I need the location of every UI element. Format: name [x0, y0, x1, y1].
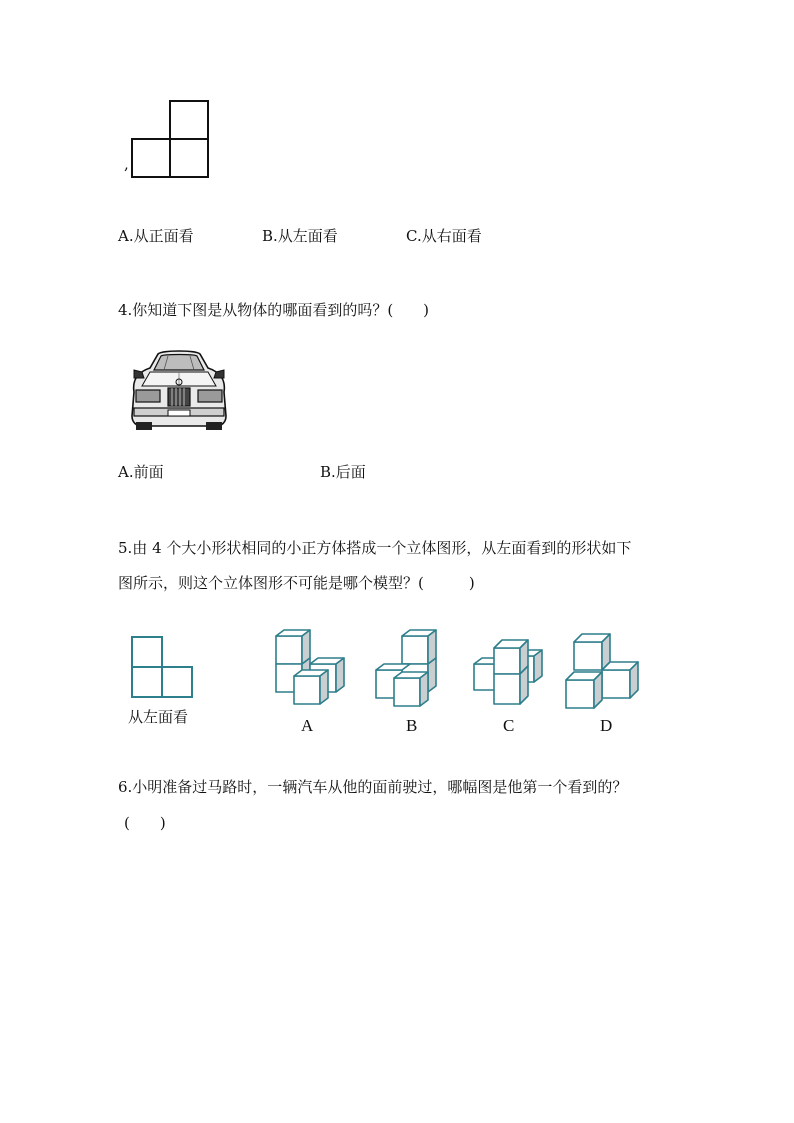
q5-left-view-caption: 从左面看: [128, 709, 189, 726]
q4-option-b[interactable]: B.后面: [320, 463, 366, 481]
q5-model-c: [470, 634, 546, 708]
q5-model-a: [270, 626, 350, 706]
q3-square-top: [169, 100, 209, 140]
q6-answer-blank[interactable]: ( ): [124, 814, 166, 832]
q3-square-bottom-left: [131, 138, 171, 178]
q3-stray-mark: ,: [124, 155, 129, 173]
car-front-illustration: [128, 348, 230, 432]
q3-option-b[interactable]: B.从左面看: [262, 227, 338, 245]
q5-model-a-label[interactable]: A: [301, 716, 314, 735]
q5-left-view-figure: [130, 636, 194, 698]
q5-model-b-label[interactable]: B: [406, 716, 418, 735]
q5-model-b: [372, 626, 452, 706]
q5-stem-line-2: 图所示，则这个立体图形不可能是哪个模型？( ): [118, 574, 475, 592]
q6-stem-line-1: 6.小明准备过马路时，一辆汽车从他的面前驶过，哪幅图是他第一个看到的？: [118, 778, 628, 796]
q3-option-a[interactable]: A.从正面看: [118, 227, 194, 245]
q5-model-c-label[interactable]: C: [503, 716, 515, 735]
q5-model-d-label[interactable]: D: [600, 716, 613, 735]
q4-stem: 4.你知道下图是从物体的哪面看到的吗？( ): [118, 301, 430, 319]
q5-stem-line-1: 5.由 4 个大小形状相同的小正方体搭成一个立体图形，从左面看到的形状如下: [118, 539, 632, 557]
q3-option-c[interactable]: C.从右面看: [406, 227, 482, 245]
q5-model-d: [562, 630, 644, 710]
q4-option-a[interactable]: A.前面: [118, 463, 164, 481]
q3-square-bottom-right: [169, 138, 209, 178]
